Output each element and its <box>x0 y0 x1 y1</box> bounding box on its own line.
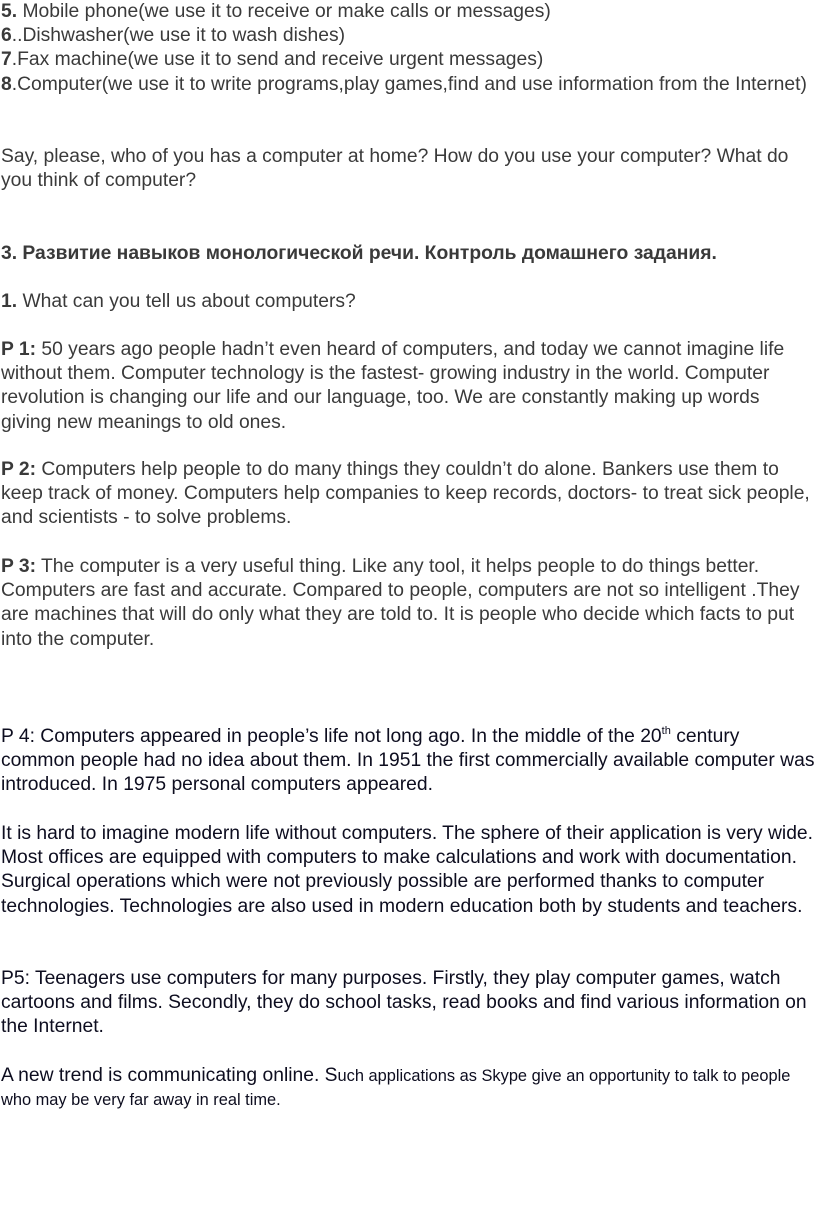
list-item <box>1 0 815 24</box>
paragraph-p1 <box>1 338 815 435</box>
list-item-number: 5. <box>1 1 18 22</box>
list-item <box>1 24 815 48</box>
list-item-text: .Computer(we use it to write programs,play games,find and use information from the Internet) <box>11 73 807 95</box>
task-text: What can you tell us about computers? <box>17 291 356 312</box>
list-item-number: 7 <box>1 49 12 71</box>
question-paragraph: Say, please, who of you has a computer at home? How do you use your computer? What do you think of computer? <box>1 146 789 192</box>
superscript: th <box>661 725 671 737</box>
paragraph-label: P 3: <box>1 556 37 577</box>
device-list <box>1 0 815 97</box>
paragraph-label: P 2: <box>1 459 37 480</box>
list-item-number: 6 <box>1 25 12 47</box>
paragraph-p3 <box>1 555 815 652</box>
paragraph-text: The computer is a very useful thing. Like any tool, it helps people to do things better. Computers are fast and accurate. Compared to people, computers are not so intelligent .They are machines that will do only what they are told to. It is people who decide which facts to put into the computer. <box>1 556 800 650</box>
paragraph-p5: P5: Teenagers use computers for many purposes. Firstly, they play computer games, watch cartoons and films. Secondly, they do school tasks, read books and find various information on the Internet. <box>1 968 807 1038</box>
paragraph-text: 50 years ago people hadn’t even heard of computers, and today we cannot imagine life without them. Computer technology is the fastest- growing industry in the world. Computer revolution is changing our life and our language, too. We are constantly making up words giving new meanings to old ones. <box>1 339 785 433</box>
paragraph-online: A new trend is communicating online. Such applications as Skype give an opportunity to talk to people who may be very far away in real time. <box>1 1065 791 1110</box>
task-number: 1. <box>1 291 18 312</box>
list-item-text: ..Dishwasher(we use it to wash dishes) <box>11 25 346 47</box>
list-item-text: .Fax machine(we use it to send and receive urgent messages) <box>11 49 544 71</box>
paragraph-text: Computers help people to do many things they couldn’t do alone. Bankers use them to keep track of money. Computers help companies to keep records, doctors- to treat sick people, and scientists - to solve problems. <box>1 459 810 529</box>
paragraph-p2 <box>1 458 815 531</box>
section-heading: 3. Развитие навыков монологической речи. Контроль домашнего задания. <box>1 243 717 264</box>
paragraph-application: It is hard to imagine modern life without computers. The sphere of their application is very wide. Most offices are equipped with computers to make calculations and work with documentation. Surgical operations which were not previously possible are performed thanks to computer technologies. Technologies are also used in modern education both by students and teachers. <box>1 823 813 917</box>
list-item-text: Mobile phone(we use it to receive or make calls or messages) <box>17 1 551 22</box>
task-line <box>1 290 815 314</box>
list-item <box>1 48 815 72</box>
list-item-number: 8 <box>1 73 12 95</box>
paragraph-label: P 1: <box>1 339 37 360</box>
list-item <box>1 73 815 97</box>
paragraph-p4: P 4: Computers appeared in people’s life not long ago. In the middle of the 20th century common people had no idea about them. In 1951 the first commercially available computer was introduced. In 1975 personal computers appeared. <box>1 725 815 796</box>
